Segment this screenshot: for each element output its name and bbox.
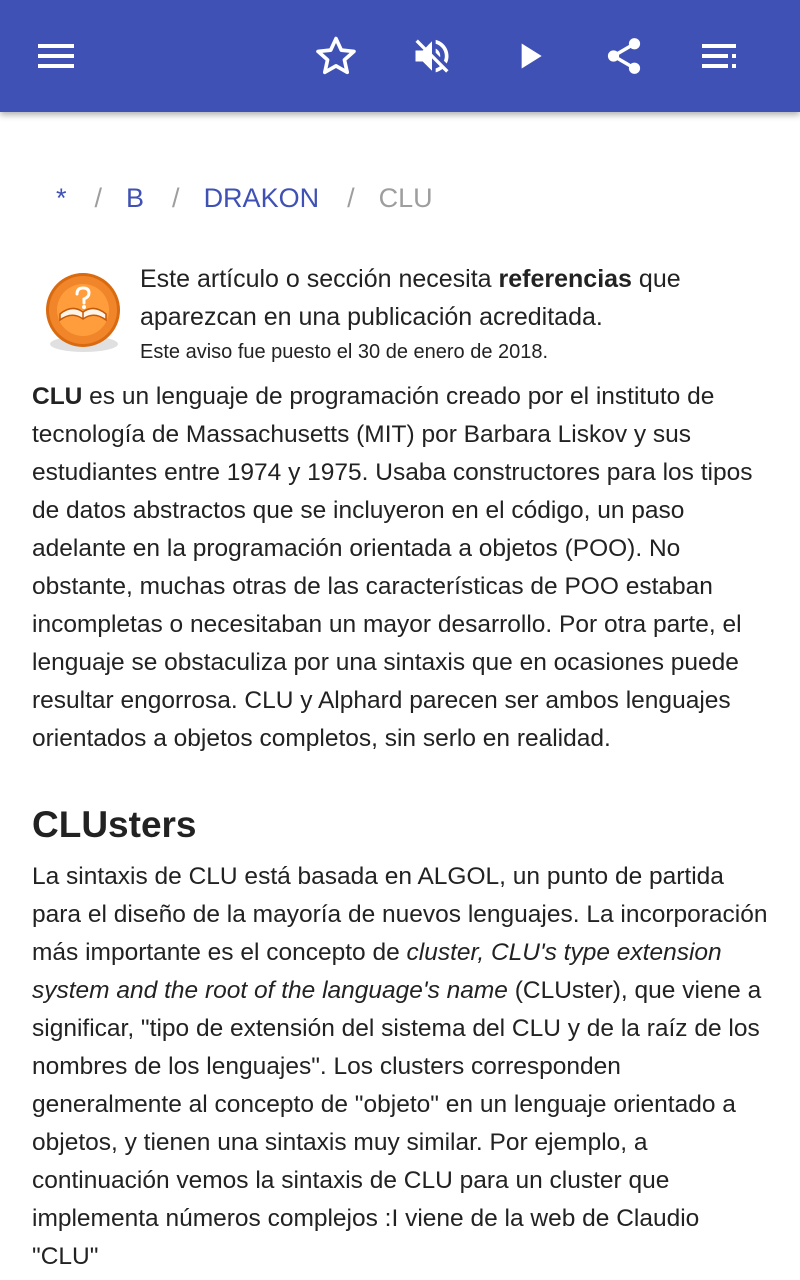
share-icon: [603, 35, 645, 77]
article-body: [32, 378, 772, 1276]
playlist-icon: [700, 36, 740, 76]
notice-date: Este aviso fue puesto el 30 de enero de 2018.: [140, 341, 549, 363]
breadcrumb-current: CLU: [378, 183, 433, 213]
play-button[interactable]: [502, 28, 558, 84]
notice-text: [140, 260, 780, 336]
section-text-start: La sintaxis de CLU está basada en ALGOL, un punto de partida para el diseño de la mayoría de nuevos lenguajes. La incorporación más importante es el concepto de: [32, 863, 768, 966]
notice-text-end: que aparezcan en una publicación acreditada.: [140, 265, 681, 331]
breadcrumb-item-star[interactable]: *: [56, 183, 67, 213]
menu-button[interactable]: [28, 28, 84, 84]
breadcrumb-item-drakon[interactable]: DRAKON: [203, 183, 320, 213]
breadcrumb-separator: /: [347, 183, 355, 213]
section-text-italic: cluster, CLU's type extension system and the root of the language's name: [32, 939, 722, 1004]
contents-button[interactable]: [692, 28, 748, 84]
intro-text: es un lenguaje de programación creado por el instituto de tecnología de Massachusetts (MIT) por Barbara Liskov y sus estudiantes entre 1974 y 1975. Usaba constructores para los tipos de datos abstractos que se incluyeron en el código, un paso adelante en la programación orientada a objetos (POO). No obstante, muchas otras de las características de POO estaban incompletas o necesitaban un mayor desarrollo. Por otra parte, el lenguaje se obstaculiza por una sintaxis que en ocasiones puede resultar engorrosa. CLU y Alphard parecen ser ambos lenguajes orientados a objetos completos, sin serlo en realidad.: [32, 383, 753, 752]
star-outline-icon: [314, 34, 358, 78]
references-notice: [140, 260, 780, 368]
volume-off-icon: [410, 34, 454, 78]
notice-text-bold: referencias: [498, 265, 632, 293]
breadcrumb-item-b[interactable]: B: [126, 183, 145, 213]
section-text-end: (CLUster), que viene a significar, "tipo de extensión del sistema del CLU y de la raíz de los nombres de los lenguajes". Los clusters corresponden generalmente al concepto de "objeto" en un lenguaje orientado a objetos, y tienen una sintaxis muy similar. Por ejemplo, a continuación vemos la sintaxis de CLU para un cluster que implementa números complejos :I viene de la web de Claudio "CLU": [32, 977, 762, 1270]
play-icon: [510, 36, 550, 76]
breadcrumb: [56, 178, 433, 218]
intro-paragraph: [32, 378, 772, 758]
mute-button[interactable]: [404, 28, 460, 84]
share-button[interactable]: [596, 28, 652, 84]
section-paragraph: [32, 858, 772, 1276]
breadcrumb-separator: /: [172, 183, 180, 213]
hamburger-menu-icon: [36, 36, 76, 76]
intro-bold-term: CLU: [32, 383, 83, 410]
notice-text-start: Este artículo o sección necesita: [140, 265, 499, 293]
book-question-icon: [42, 270, 124, 356]
app-toolbar: [0, 0, 800, 112]
section-heading: CLUsters: [32, 804, 197, 845]
breadcrumb-separator: /: [94, 183, 103, 213]
favorite-button[interactable]: [308, 28, 364, 84]
